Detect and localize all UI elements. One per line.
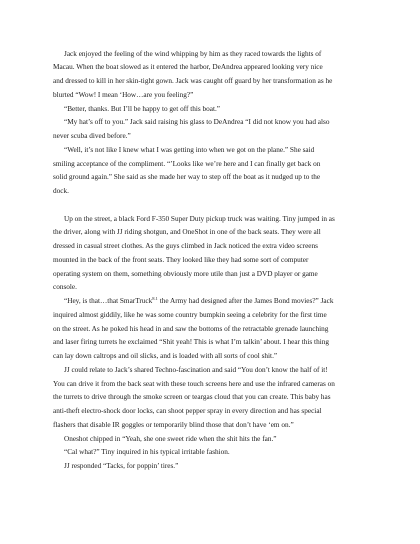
text-line: solid ground again.” She said as she made her way to step off the boat as it nudged up to the [53, 173, 321, 182]
body-text [53, 48, 371, 474]
paragraph [53, 48, 371, 103]
text-line: You can drive it from the back seat with these touch screens here and use the infrared cameras on [53, 379, 335, 388]
text-line: operating system on them, something obviously more utile than just a DVD player or game [53, 269, 318, 278]
text-line: dock. [53, 187, 69, 195]
text-line: can lay down caltrops and oil slicks, and is loaded with all sorts of cool shit.” [53, 352, 278, 360]
text-line: the driver, along with JJ riding shotgun, and OneShot in one of the back seats. They were all [53, 228, 321, 237]
paragraph [53, 213, 371, 296]
text-line: inquired almost giddily, like he was some country bumpkin seeing a celebrity for the first time [53, 310, 327, 319]
paragraph [53, 364, 371, 433]
text-line: “Well, it’s not like I knew what I was getting into when we got on the plane.” She said [64, 145, 315, 154]
text-line: JJ responded “Tacks, for poppin’ tires.” [64, 462, 179, 470]
text-line: “Cal what?” Tiny inquired in his typical irritable fashion. [64, 448, 230, 457]
text-line: Up on the street, a black Ford F-350 Super Duty pickup truck was waiting. Tiny jumped in as [64, 214, 335, 223]
text-line: mounted in the back of the front seats. They looked like they had some sort of computer [53, 255, 309, 264]
text-line: and dressed to kill in her skin-tight gown. Jack was caught off guard by her transformation as he [53, 77, 333, 85]
text-line: anti-theft electro-shock door locks, can shoot pepper spray in every direction and has special [53, 407, 322, 415]
text-line: “Better, thanks. But I’ll be happy to get off this boat.” [64, 104, 221, 113]
text-line: Macau. When the boat slowed as it entered the harbor, DeAndrea appeared looking very nice [53, 63, 323, 72]
paragraph [53, 144, 371, 199]
paragraph [53, 433, 371, 447]
text-line: “Hey, is that…that SmarTruck [64, 297, 153, 305]
text-line: “My hat’s off to you.” Jack said raising his glass to DeAndrea “I did not know you had also [64, 118, 330, 127]
text-line: the turrets to drive through the smoke screen or teargas cloud that you can create. This baby has [53, 393, 331, 402]
text-line: dressed in casual street clothes. As the guys climbed in Jack noticed the extra video screens [53, 242, 318, 250]
footnote-reference: 8.1 [152, 296, 158, 301]
text-line: console. [53, 283, 77, 292]
text-line: JJ could relate to Jack’s shared Techno-fascination and said “You don’t know the half of it! [64, 365, 328, 374]
paragraph [53, 446, 371, 460]
text-line: blurted “Wow! I mean ‘How…are you feeling?” [53, 90, 194, 99]
text-line: flashers that disable IR goggles or temporarily blind those that don’t have ‘em on.” [53, 420, 294, 429]
paragraph [53, 460, 371, 474]
paragraph [53, 295, 371, 364]
text-line: the Army had designed after the James Bond movies?” Jack [157, 297, 334, 305]
text-line: Oneshot chipped in “Yeah, she one sweet ride when the shit hits the fan.” [64, 434, 277, 443]
text-line: never scuba dived before.” [53, 132, 131, 140]
text-line: Jack enjoyed the feeling of the wind whipping by him as they raced towards the lights of [64, 49, 322, 58]
text-line: and laser firing turrets he exclaimed “Shit yeah! This is what I’m talkin’ about. I hear this thing [53, 338, 329, 347]
text-line: smiling acceptance of the compliment. “’Looks like we’re here and I can finally get back on [53, 159, 321, 168]
paragraph [53, 103, 371, 117]
paragraph [53, 116, 371, 144]
text-line: on the street. As he poked his head in and saw the bottoms of the retractable grenade launching [53, 324, 329, 333]
